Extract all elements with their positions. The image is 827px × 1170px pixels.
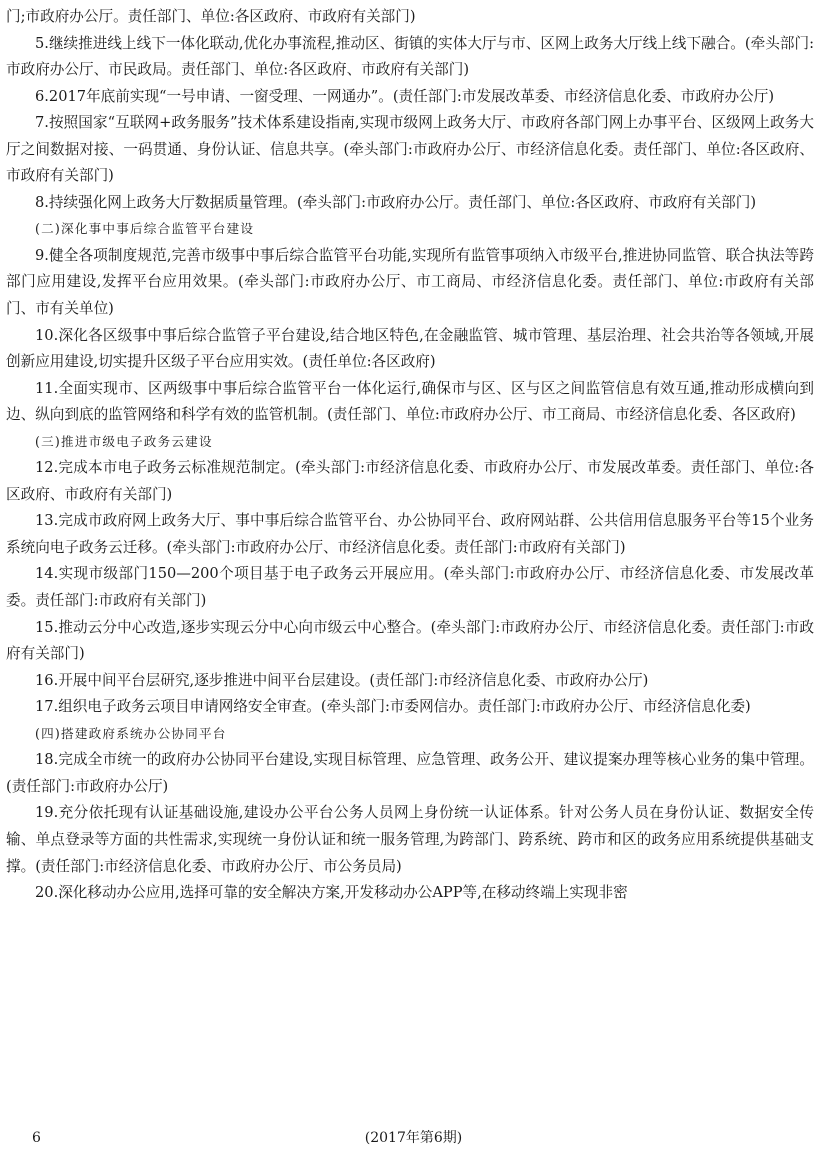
paragraph-item-13: 13.完成市政府网上政务大厅、事中事后综合监管平台、办公协同平台、政府网站群、公共信用信息服务平台等15个业务系统向电子政务云迁移。(牵头部门:市政府办公厅、市经济信息化委。责任部门:市政府有关部门) xyxy=(6,512,814,556)
paragraph-item-19: 19.充分依托现有认证基础设施,建设办公平台公务人员网上身份统一认证体系。针对公务人员在身份认证、数据安全传输、单点登录等方面的共性需求,实现统一身份认证和统一服务管理,为跨部门、跨系统、跨市和区的政务应用系统提供基础支撑。(责任部门:市经济信息化委、市政府办公厅、市公务员局) xyxy=(6,804,814,875)
paragraph-item-12: 12.完成本市电子政务云标准规范制定。(牵头部门:市经济信息化委、市政府办公厅、市发展改革委。责任部门、单位:各区政府、市政府有关部门) xyxy=(6,459,814,503)
paragraph-item-9: 9.健全各项制度规范,完善市级事中事后综合监管平台功能,实现所有监管事项纳入市级平台,推进协同监管、联合执法等跨部门应用建设,发挥平台应用效果。(牵头部门:市政府办公厅、市工商局、市经济信息化委。责任部门、单位:市政府有关部门、市有关单位) xyxy=(6,246,814,318)
paragraph-item-18: 18.完成全市统一的政府办公协同平台建设,实现目标管理、应急管理、政务公开、建议提案办理等核心业务的集中管理。(责任部门:市政府办公厅) xyxy=(6,751,814,795)
paragraph-item-15: 15.推动云分中心改造,逐步实现云分中心向市级云中心整合。(牵头部门:市政府办公厅、市经济信息化委。责任部门:市政府有关部门) xyxy=(6,618,814,663)
section-heading-3: (三)推进市级电子政务云建设 xyxy=(35,433,213,449)
section-heading-2: (二)深化事中事后综合监管平台建设 xyxy=(35,221,255,237)
paragraph-item-7: 7.按照国家“互联网+政务服务”技术体系建设指南,实现市级网上政务大厅、市政府各部门网上办事平台、区级网上政务大厅之间数据对接、一码贯通、身份认证、信息共享。(牵头部门:市政府办公厅、市经济信息化委。责任部门、单位:各区政府、市政府有关部门) xyxy=(6,114,814,185)
paragraph-item-16: 16.开展中间平台层研究,逐步推进中间平台层建设。(责任部门:市经济信息化委、市政府办公厅) xyxy=(35,671,649,689)
document-body xyxy=(6,4,814,907)
page-number: 6 xyxy=(32,1130,41,1146)
paragraph-item-5: 5.继续推进线上线下一体化联动,优化办事流程,推动区、街镇的实体大厅与市、区网上政务大厅线上线下融合。(牵头部门:市政府办公厅、市民政局。责任部门、单位:各区政府、市政府有关部门) xyxy=(6,34,814,79)
paragraph-item-11: 11.全面实现市、区两级事中事后综合监管平台一体化运行,确保市与区、区与区之间监管信息有效互通,推动形成横向到边、纵向到底的监管网络和科学有效的监管机制。(责任部门、单位:市政府办公厅、市工商局、市经济信息化委、各区政府) xyxy=(6,379,814,424)
paragraph-item-14: 14.实现市级部门150—200个项目基于电子政务云开展应用。(牵头部门:市政府办公厅、市经济信息化委、市发展改革委。责任部门:市政府有关部门) xyxy=(6,565,814,610)
paragraph-item-8: 8.持续强化网上政务大厅数据质量管理。(牵头部门:市政府办公厅。责任部门、单位:各区政府、市政府有关部门) xyxy=(35,193,757,211)
paragraph-item-17: 17.组织电子政务云项目申请网络安全审查。(牵头部门:市委网信办。责任部门:市政府办公厅、市经济信息化委) xyxy=(35,698,751,716)
issue-label: (2017年第6期) xyxy=(364,1130,463,1146)
section-heading-4: (四)搭建政府系统办公协同平台 xyxy=(35,725,227,741)
paragraph-item-6: 6.2017年底前实现“一号申请、一窗受理、一网通办”。(责任部门:市发展改革委、市经济信息化委、市政府办公厅) xyxy=(35,87,775,105)
paragraph-item-10: 10.深化各区级事中事后综合监管子平台建设,结合地区特色,在金融监管、城市管理、基层治理、社会共治等各领域,开展创新应用建设,切实提升区级子平台应用实效。(责任单位:各区政府) xyxy=(6,326,814,371)
paragraph-item-20: 20.深化移动办公应用,选择可靠的安全解决方案,开发移动办公APP等,在移动终端上实现非密 xyxy=(35,884,628,902)
paragraph-continued: 门;市政府办公厅。责任部门、单位:各区政府、市政府有关部门) xyxy=(6,8,416,25)
